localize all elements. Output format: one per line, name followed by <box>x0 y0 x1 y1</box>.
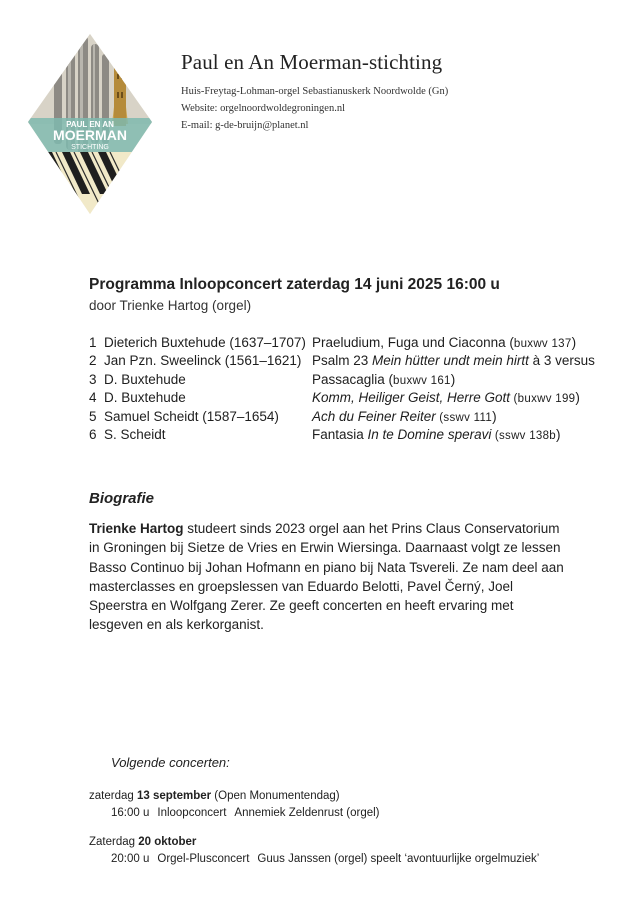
item-number: 2 <box>89 353 97 369</box>
item-composer: D. Buxtehude <box>104 371 186 387</box>
organization-name: Paul en An Moerman-stichting <box>181 50 443 74</box>
item-composer: Dieterich Buxtehude (1637–1707) <box>104 334 306 350</box>
item-number: 3 <box>89 371 97 387</box>
program-subtitle: door Trienke Hartog (orgel) <box>89 298 252 313</box>
concert-detail-line: 20:00 u Orgel-Plusconcert Guus Janssen (orgel) speelt ‘avontuurlijke orgelmuziek’ <box>111 853 540 865</box>
item-piece: Fantasia In te Domine speravi (sswv 138b) <box>312 427 561 443</box>
item-piece: Ach du Feiner Reiter (sswv 111) <box>312 408 497 424</box>
concert-detail-line: 16:00 u Inloopconcert Annemiek Zeldenrust (orgel) <box>111 807 380 819</box>
concert-date-line: zaterdag 13 september (Open Monumentendag) <box>89 790 340 802</box>
item-composer: Samuel Scheidt (1587–1654) <box>104 408 279 424</box>
organ-description: Huis-Freytag-Lohman-orgel Sebastianuskerk Noordwolde (Gn) <box>181 86 449 97</box>
program-item <box>89 389 609 408</box>
biography-text <box>89 519 569 635</box>
website-line[interactable]: Website: orgelnoordwoldegroningen.nl <box>181 103 346 114</box>
biography-heading: Biografie <box>89 490 155 507</box>
upcoming-heading: Volgende concerten: <box>111 755 230 770</box>
program-item <box>89 407 609 426</box>
item-composer: S. Scheidt <box>104 427 166 443</box>
concert-entry <box>89 834 539 868</box>
item-number: 1 <box>89 334 97 350</box>
item-piece: Passacaglia (buxwv 161) <box>312 371 456 387</box>
concert-entry <box>89 788 380 822</box>
item-piece: Psalm 23 Mein hütter undt mein hirtt à 3 versus <box>312 353 595 369</box>
performer-name: Trienke Hartog <box>89 521 184 536</box>
program-list <box>89 333 609 444</box>
item-composer: Jan Pzn. Sweelinck (1561–1621) <box>104 353 302 369</box>
item-piece: Praeludium, Fuga und Ciaconna (buxwv 137) <box>312 334 577 350</box>
letterhead <box>181 50 448 134</box>
item-composer: D. Buxtehude <box>104 390 186 406</box>
logo-text-middle: MOERMAN <box>53 127 127 143</box>
item-number: 6 <box>89 427 97 443</box>
concert-date-line: Zaterdag 20 oktober <box>89 836 197 848</box>
item-number: 5 <box>89 408 97 424</box>
email-line[interactable]: E-mail: g-de-bruijn@planet.nl <box>181 120 309 131</box>
program-item <box>89 352 609 371</box>
logo-text-top: PAUL EN AN <box>66 120 114 129</box>
program-item <box>89 333 609 352</box>
item-number: 4 <box>89 390 97 406</box>
item-piece: Komm, Heiliger Geist, Herre Gott (buxwv 199) <box>312 390 580 406</box>
program-title: Programma Inloopconcert zaterdag 14 juni 2025 16:00 u <box>89 276 500 293</box>
logo-text-bottom: STICHTING <box>71 144 109 151</box>
program-item <box>89 370 609 389</box>
moerman-logo <box>28 34 152 214</box>
biography-body: studeert sinds 2023 orgel aan het Prins Claus Conservatorium in Groningen bij Sietze de Vries en Erwin Wiersinga. Daarnaast volgt ze lessen Basso Continuo bij Johan Hofmann en piano bij Nata Tsvereli. Ze nam deel aan masterclasses en groepslessen van Eduardo Belotti, Pavel Černý, Joel Speerstra en Wolfgang Zerer. Ze geeft concerten en heeft ervaring met lesgeven en als kerkorganist. <box>89 521 564 633</box>
program-item <box>89 426 609 445</box>
